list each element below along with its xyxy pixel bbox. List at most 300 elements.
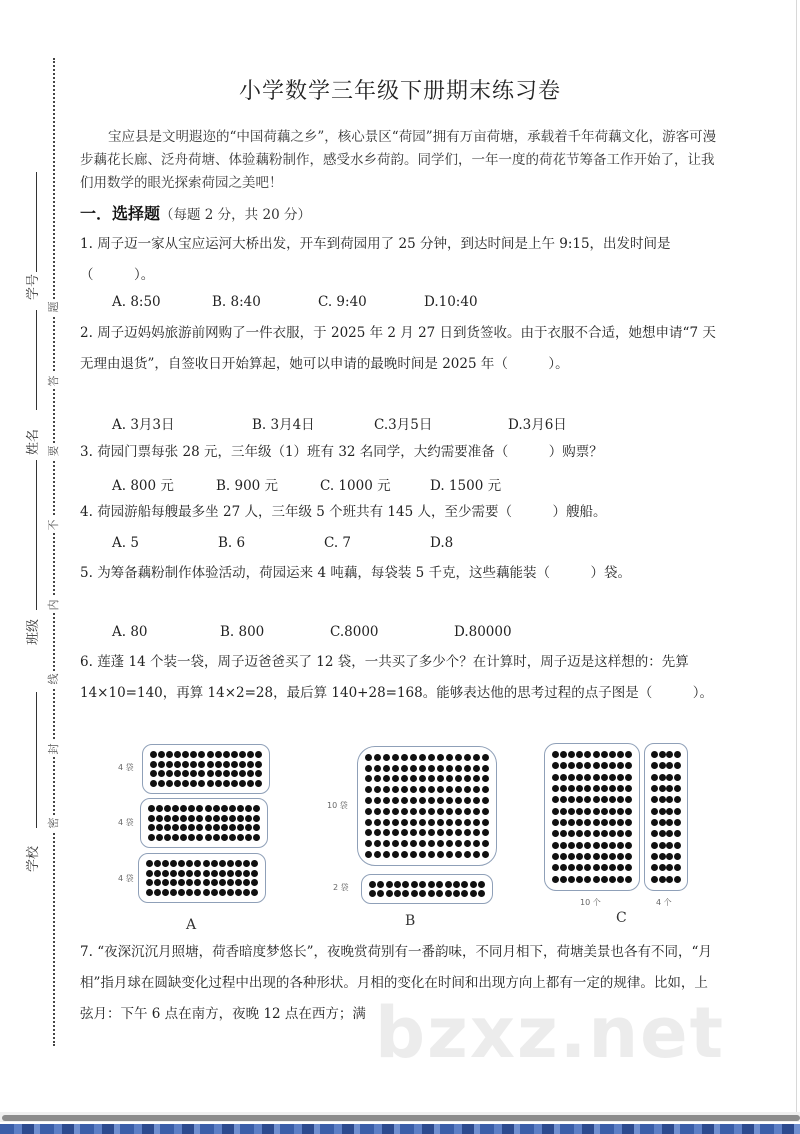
dot <box>568 819 575 826</box>
dot <box>383 808 390 815</box>
dot <box>473 851 480 858</box>
dot <box>455 775 462 782</box>
option-a[interactable]: A. 8:50 <box>112 294 161 310</box>
dot <box>584 808 591 815</box>
dot <box>617 751 624 758</box>
dot <box>198 780 205 787</box>
seal-dotted-line <box>53 58 55 1046</box>
dot <box>237 824 244 831</box>
dot <box>392 829 399 836</box>
dot <box>461 890 468 897</box>
dot <box>383 775 390 782</box>
dot <box>178 879 185 886</box>
seal-char: 不 <box>47 517 61 533</box>
dot <box>464 851 471 858</box>
dot <box>251 860 258 867</box>
dot <box>437 797 444 804</box>
dot <box>410 819 417 826</box>
dot <box>410 754 417 761</box>
dot <box>158 761 165 768</box>
dot <box>229 815 236 822</box>
dot <box>251 879 258 886</box>
dot <box>190 770 197 777</box>
dot <box>446 819 453 826</box>
dot <box>401 754 408 761</box>
dot <box>576 819 583 826</box>
dot <box>609 842 616 849</box>
option-c[interactable]: C.8000 <box>330 624 379 640</box>
dot <box>374 754 381 761</box>
question-1-options <box>112 294 478 310</box>
dot <box>198 751 205 758</box>
dot <box>482 786 489 793</box>
option-c[interactable]: C. 7 <box>324 535 352 551</box>
dot <box>464 786 471 793</box>
dot <box>436 890 443 897</box>
dot <box>576 762 583 769</box>
dot <box>437 754 444 761</box>
dot <box>190 761 197 768</box>
dot <box>182 751 189 758</box>
seal-char: 答 <box>47 373 61 389</box>
dot <box>651 842 658 849</box>
dot <box>223 761 230 768</box>
dot <box>576 876 583 883</box>
dot <box>174 751 181 758</box>
dot <box>625 864 632 871</box>
dot <box>392 819 399 826</box>
section-title: 一．选择题 <box>80 204 161 223</box>
school-label: 学校 <box>26 845 41 872</box>
dot <box>410 840 417 847</box>
dot <box>198 770 205 777</box>
question-number: 3. <box>80 444 93 460</box>
dot <box>473 808 480 815</box>
dot <box>162 860 169 867</box>
diagram-letter: B <box>405 913 416 929</box>
name-underline[interactable] <box>36 310 37 410</box>
dot <box>205 824 212 831</box>
dot <box>455 797 462 804</box>
dot <box>203 889 210 896</box>
dot <box>470 881 477 888</box>
dot <box>473 819 480 826</box>
dot <box>374 765 381 772</box>
dot <box>482 851 489 858</box>
dot <box>194 879 201 886</box>
dot <box>231 761 238 768</box>
dot <box>253 834 260 841</box>
dot <box>221 834 228 841</box>
dot <box>625 762 632 769</box>
dot <box>651 853 658 860</box>
dot <box>215 770 222 777</box>
question-4-options <box>112 535 453 551</box>
dot <box>166 761 173 768</box>
school-underline[interactable] <box>36 692 37 828</box>
option-d[interactable]: D.3月6日 <box>508 417 567 433</box>
dot <box>213 805 220 812</box>
dot <box>255 780 262 787</box>
dot <box>617 774 624 781</box>
dot-diagram-a[interactable] <box>110 740 280 940</box>
dot <box>659 796 666 803</box>
diagram-label: 4 袋 <box>118 874 134 883</box>
dot <box>411 881 418 888</box>
dot <box>401 775 408 782</box>
dot <box>146 889 153 896</box>
dot <box>419 829 426 836</box>
question-number: 5. <box>80 565 93 581</box>
dot <box>568 876 575 883</box>
dot <box>455 819 462 826</box>
dot <box>593 819 600 826</box>
dot <box>482 775 489 782</box>
dot <box>659 853 666 860</box>
dot <box>255 770 262 777</box>
dot <box>386 890 393 897</box>
dot <box>247 770 254 777</box>
dot <box>235 870 242 877</box>
dot <box>674 808 681 815</box>
dot <box>365 829 372 836</box>
diagram-label: 4 个 <box>656 898 672 907</box>
dot <box>394 881 401 888</box>
question-7 <box>80 937 720 1030</box>
dot <box>253 824 260 831</box>
dot <box>374 829 381 836</box>
dot <box>239 770 246 777</box>
dot <box>219 860 226 867</box>
dot <box>251 870 258 877</box>
dot <box>365 819 372 826</box>
dot-group <box>544 743 640 891</box>
option-d[interactable]: D.80000 <box>454 624 512 640</box>
option-a[interactable]: A. 800 元 <box>112 478 174 494</box>
dot <box>428 890 435 897</box>
dot <box>243 860 250 867</box>
dot <box>601 785 608 792</box>
dot <box>401 829 408 836</box>
dot <box>617 819 624 826</box>
dot <box>560 762 567 769</box>
dot <box>576 774 583 781</box>
dot <box>374 775 381 782</box>
dot <box>674 842 681 849</box>
dot <box>150 751 157 758</box>
dot <box>392 797 399 804</box>
dot <box>482 808 489 815</box>
dot <box>560 785 567 792</box>
dot <box>601 751 608 758</box>
dot <box>227 860 234 867</box>
dot <box>401 819 408 826</box>
dot-diagram-c[interactable] <box>540 740 700 940</box>
dot <box>419 797 426 804</box>
seal-char: 封 <box>47 741 61 757</box>
dot <box>651 864 658 871</box>
dot <box>231 770 238 777</box>
option-a[interactable]: A. 3月3日 <box>112 417 175 433</box>
dot <box>428 851 435 858</box>
dot <box>196 834 203 841</box>
dot <box>576 853 583 860</box>
option-a[interactable]: A. 80 <box>112 624 148 640</box>
dot <box>473 754 480 761</box>
option-b[interactable]: B. 900 元 <box>216 478 279 494</box>
dot <box>617 796 624 803</box>
dot <box>455 808 462 815</box>
option-b[interactable]: B. 3月4日 <box>252 417 315 433</box>
dot <box>207 770 214 777</box>
question-1 <box>80 229 720 291</box>
dot <box>235 860 242 867</box>
dot <box>609 853 616 860</box>
dot <box>552 762 559 769</box>
dot <box>461 881 468 888</box>
dot <box>666 864 673 871</box>
dot <box>369 881 376 888</box>
dot <box>245 815 252 822</box>
dot <box>593 774 600 781</box>
dot <box>552 774 559 781</box>
dot <box>170 889 177 896</box>
dot <box>445 881 452 888</box>
dot <box>196 805 203 812</box>
dot <box>229 805 236 812</box>
dot <box>593 785 600 792</box>
question-2 <box>80 318 720 380</box>
dot <box>172 815 179 822</box>
dot <box>374 819 381 826</box>
dot <box>392 840 399 847</box>
dot <box>446 786 453 793</box>
dot <box>674 819 681 826</box>
dot <box>584 864 591 871</box>
dot <box>205 834 212 841</box>
dot <box>392 808 399 815</box>
diagram-label: 4 袋 <box>118 763 134 772</box>
dot-group <box>644 743 688 891</box>
dot <box>659 774 666 781</box>
dot <box>162 870 169 877</box>
option-d[interactable]: D.10:40 <box>424 294 478 310</box>
dot <box>188 815 195 822</box>
dot <box>174 780 181 787</box>
dot <box>625 808 632 815</box>
dot <box>245 805 252 812</box>
dot <box>174 770 181 777</box>
dot <box>464 775 471 782</box>
dot <box>659 876 666 883</box>
dot <box>609 751 616 758</box>
dot-diagram-b[interactable] <box>325 740 505 940</box>
dot <box>659 785 666 792</box>
dot <box>162 879 169 886</box>
dot <box>601 830 608 837</box>
dot <box>659 819 666 826</box>
dot <box>419 754 426 761</box>
dot <box>552 853 559 860</box>
class-underline[interactable] <box>36 460 37 610</box>
dot <box>674 830 681 837</box>
dot <box>625 785 632 792</box>
intro-paragraph: 宝应县是文明遐迩的“中国荷藕之乡”，核心景区“荷园”拥有万亩荷塘，承载着千年荷藕文化，游客可漫步藕花长廊、泛舟荷塘、体验藕粉制作，感受水乡荷韵。同学们，一年一度的荷花节筹备工作开始了，让我们用数学的眼光探索荷园之美吧！ <box>80 129 717 191</box>
dot <box>560 819 567 826</box>
dot <box>428 829 435 836</box>
dot <box>576 796 583 803</box>
dot <box>674 785 681 792</box>
dot <box>445 890 452 897</box>
dot <box>674 751 681 758</box>
dot <box>568 785 575 792</box>
dot <box>674 774 681 781</box>
dot <box>666 762 673 769</box>
dot <box>419 840 426 847</box>
seal-char: 要 <box>47 443 61 459</box>
question-text: 周子迈妈妈旅游前网购了一件衣服，于 2025 年 2 月 27 日到货签收。由于衣服不合适，她想申请“7 天无理由退货”，自签收日开始算起，她可以申请的最晚时间是 2025 年（ ）。 <box>80 325 716 372</box>
dot <box>410 775 417 782</box>
diagram-letter: C <box>616 910 627 926</box>
question-4 <box>80 497 720 528</box>
dot <box>158 780 165 787</box>
dot <box>156 815 163 822</box>
dot <box>470 890 477 897</box>
dot <box>455 829 462 836</box>
student-id-label: 学号 <box>26 273 41 300</box>
dot <box>245 824 252 831</box>
dot-group <box>140 798 268 848</box>
question-5 <box>80 558 720 589</box>
dot <box>148 815 155 822</box>
dot <box>625 796 632 803</box>
dot <box>392 765 399 772</box>
dot <box>247 761 254 768</box>
dot <box>203 860 210 867</box>
dot <box>437 765 444 772</box>
dot <box>552 785 559 792</box>
dot <box>552 751 559 758</box>
dot <box>576 785 583 792</box>
dot <box>651 830 658 837</box>
dot <box>674 796 681 803</box>
dot <box>221 805 228 812</box>
dot <box>617 876 624 883</box>
dot <box>419 786 426 793</box>
dot <box>164 824 171 831</box>
dot <box>253 805 260 812</box>
option-b[interactable]: B. 6 <box>218 535 246 551</box>
option-c[interactable]: C.3月5日 <box>374 417 433 433</box>
dot <box>437 786 444 793</box>
horizontal-scrollbar-thumb[interactable] <box>2 1115 800 1121</box>
dot <box>666 819 673 826</box>
option-d[interactable]: D. 1500 元 <box>430 478 502 494</box>
question-text: “夜深沉沉月照塘，荷香暗度梦悠长”，夜晚赏荷别有一番韵味，不同月相下，荷塘美景也各有不同，“月相”指月球在圆缺变化过程中出现的各种形状。月相的变化在时间和出现方向上都有一定的规律。比如，上弦月：下午 6 点在南方，夜晚 12 点在西方；满 <box>80 944 712 1022</box>
dot <box>651 808 658 815</box>
dot <box>473 840 480 847</box>
option-d[interactable]: D.8 <box>430 535 454 551</box>
dot <box>211 870 218 877</box>
option-c[interactable]: C. 1000 元 <box>320 478 391 494</box>
dot <box>560 864 567 871</box>
dot <box>374 786 381 793</box>
dot <box>243 879 250 886</box>
question-text: 周子迈一家从宝应运河大桥出发，开车到荷园用了 25 分钟，到达时间是上午 9:15，出发时间是（ ）。 <box>80 236 671 283</box>
dot <box>666 774 673 781</box>
dot <box>205 805 212 812</box>
dot <box>251 889 258 896</box>
dot <box>237 805 244 812</box>
dot <box>455 851 462 858</box>
dot-grid <box>145 859 259 897</box>
dot <box>625 853 632 860</box>
dot-group <box>357 746 497 866</box>
dot <box>164 805 171 812</box>
dot <box>593 751 600 758</box>
option-b[interactable]: B. 8:40 <box>212 294 261 310</box>
dot <box>576 751 583 758</box>
dot <box>568 796 575 803</box>
dot <box>464 754 471 761</box>
dot <box>428 786 435 793</box>
dot <box>148 805 155 812</box>
seal-char: 线 <box>47 671 61 687</box>
option-b[interactable]: B. 800 <box>220 624 265 640</box>
dot <box>625 774 632 781</box>
dot <box>464 829 471 836</box>
dot <box>625 751 632 758</box>
dot <box>180 834 187 841</box>
dot <box>609 864 616 871</box>
dot <box>601 876 608 883</box>
dot <box>453 881 460 888</box>
dot <box>365 851 372 858</box>
dot <box>186 870 193 877</box>
dot <box>154 889 161 896</box>
dot <box>437 829 444 836</box>
dot <box>174 761 181 768</box>
dot <box>584 830 591 837</box>
question-2-options <box>112 413 567 433</box>
dot <box>392 775 399 782</box>
seal-char: 内 <box>47 597 61 613</box>
dot <box>568 808 575 815</box>
dot <box>552 796 559 803</box>
dot <box>593 864 600 871</box>
dot <box>601 762 608 769</box>
question-number: 1. <box>80 236 93 252</box>
dot <box>666 785 673 792</box>
dot <box>188 805 195 812</box>
dot <box>568 853 575 860</box>
dot <box>229 824 236 831</box>
dot <box>392 754 399 761</box>
option-a[interactable]: A. 5 <box>112 535 139 551</box>
dot <box>478 881 485 888</box>
dot <box>601 853 608 860</box>
page-title: 小学数学三年级下册期末练习卷 <box>238 79 561 104</box>
diagram-label: 4 袋 <box>118 818 134 827</box>
dot <box>190 751 197 758</box>
dot <box>593 842 600 849</box>
dot <box>213 824 220 831</box>
dot <box>446 808 453 815</box>
student-id-underline[interactable] <box>36 172 37 272</box>
dot <box>182 761 189 768</box>
dot <box>651 762 658 769</box>
option-c[interactable]: C. 9:40 <box>318 294 367 310</box>
